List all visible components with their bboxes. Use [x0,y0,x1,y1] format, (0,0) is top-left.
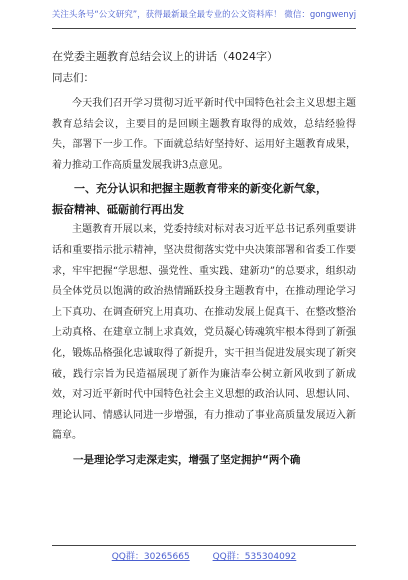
section-1-paragraph: 主题教育开展以来，党委持续对标对表习近平总书记系列重要讲话和重要指示批示精神，坚决贯彻落实党中央决策部署和省委工作要求，牢牢把握“学思想、强党性、重实践、建新功”的总要求，组织动员全体党员以饱满的政治热情踊跃投身主题教育中，在推动理论学习上下真功、在调查研究上用真功、在推动发展上促真干、在整改整治上动真格、在建章立制上求真效，党员凝心铸魂筑牢根本得到了新强化，锻炼品格强化忠诚取得了新提升，实干担当促进发展实现了新突破，践行宗旨为民造福展现了新作为廉洁奉公树立新风收到了新成效，对习近平新时代中国特色社会主义思想的政治认同、思想认同、理论认同、情感认同进一步增强，有力推动了事业高质量发展迈入新篇章。 [52,224,356,442]
footer [0,549,408,562]
salutation: 同志们： [52,72,94,84]
section-1-heading: 一、充分认识和把握主题教育带来的新变化新气象， [74,182,327,196]
footer-divider [52,545,356,546]
document-title: 在党委主题教育总结会议上的讲话（4024字） [52,50,278,63]
footer-qq-group-1: QQ群：30265665 [111,552,190,562]
intro-paragraph: 今天我们召开学习贯彻习近平新时代中国特色社会主义思想主题教育总结会议，主要目的是回顾主题教育取得的成效，总结经验得失，部署下一步工作。下面就总结好坚持好、运用好主题教育成果，着力推动工作高质量发展我讲3点意见。 [52,98,356,171]
section-1-heading-continued: 振奋精神、砥砺前行再出发 [52,203,184,217]
document-body [52,49,356,471]
header-divider [52,28,356,29]
header-banner: 关注头条号“公文研究”，获得最新最全最专业的公文资料库！ 微信：gongwenyj [51,10,357,20]
subpoint-1: 一是理论学习走深走实，增强了坚定拥护“两个确 [73,453,301,466]
footer-qq-group-2: QQ群：535304092 [212,552,297,562]
